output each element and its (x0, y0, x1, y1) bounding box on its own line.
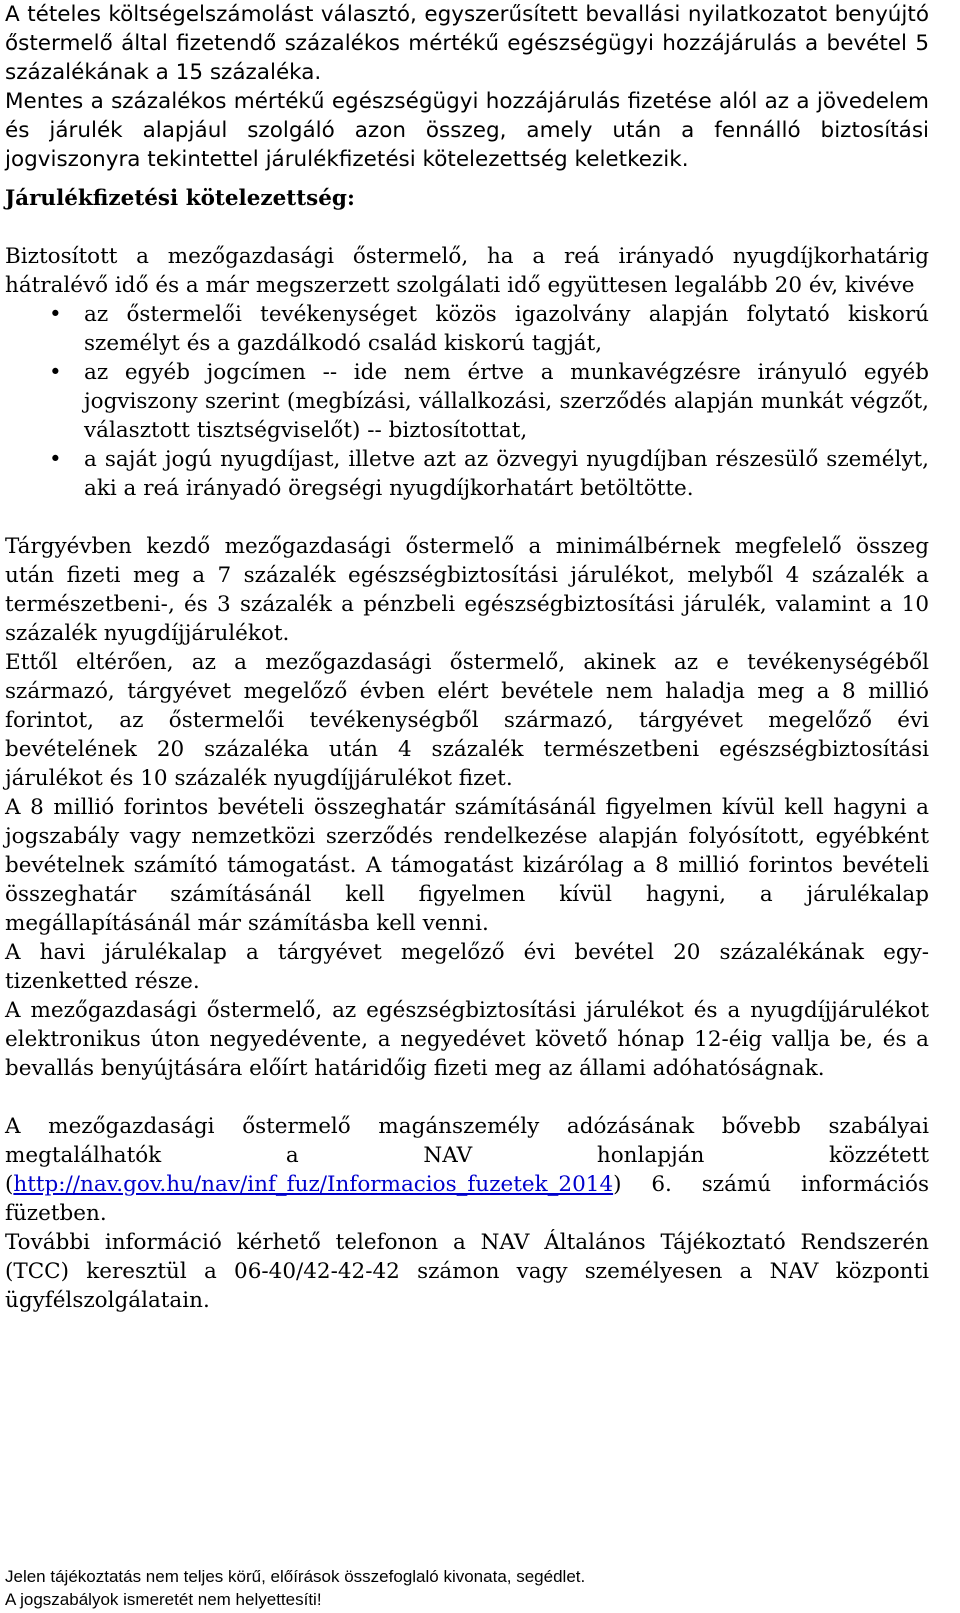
list-item-text: a saját jogú nyugdíjast, illetve azt az özvegyi nyugdíjban részesülő személyt, aki a reá irányadó öregségi nyugdíjkorhatárt betöltötte. (84, 447, 929, 501)
bullet-icon: • (49, 447, 62, 472)
spacer (5, 503, 929, 532)
nav-info-link[interactable]: http://nav.gov.hu/nav/inf_fuz/Informacios_fuzetek_2014 (13, 1172, 614, 1197)
intro-paragraph-1: A tételes költségelszámolást választó, egyszerűsített bevallási nyilatkozatot benyújtó őstermelő által fizetendő százalékos mértékű egészségügyi hozzájárulás a bevétel 5 százalékának a 15 százaléka. (5, 2, 929, 85)
footer-line-2: A jogszabályok ismeretét nem helyettesíti! (5, 1590, 322, 1609)
document-page (5, 0, 929, 1315)
info-paragraph-2: További információ kérhető telefonon a NAV Általános Tájékoztató Rendszerén (TCC) keresztül a 06-40/42-42-42 számon vagy személyesen a NAV központi ügyfélszolgálatain. (5, 1230, 929, 1313)
info-text-before-link: A mezőgazdasági őstermelő magánszemély adózásának bővebb szabályai megtalálhatók a NAV honlapján közzétett ( (5, 1114, 929, 1197)
spacer (5, 1083, 929, 1112)
list-item (5, 445, 929, 503)
body-paragraph-5: A mezőgazdasági őstermelő, az egészségbiztosítási járulékot és a nyugdíjjárulékot elektronikus úton negyedévente, a negyedévet követő hónap 12-éig vallja be, és a bevallás benyújtására előírt határidőig fizeti meg az állami adóhatóságnak. (5, 998, 929, 1081)
footer-disclaimer (5, 1565, 929, 1611)
section-heading: Járulékfizetési kötelezettség: (5, 186, 355, 211)
spacer (5, 213, 929, 242)
info-paragraph-1 (5, 1112, 929, 1228)
body-paragraph-2: Ettől eltérően, az a mezőgazdasági őstermelő, akinek az e tevékenységéből származó, tárgyévet megelőző évben elért bevétele nem haladja meg a 8 millió forintot, az őstermelői tevékenységből származó, tárgyévet megelőző évi bevételének 20 százaléka után 4 százalék természetbeni egészségbiztosítási járulékot és 10 százalék nyugdíjjárulékot fizet. (5, 650, 929, 791)
footer-line-1: Jelen tájékoztatás nem teljes körű, előírások összefoglaló kivonata, segédlet. (5, 1567, 586, 1586)
bullet-icon: • (49, 360, 62, 385)
exception-list (5, 300, 929, 503)
intro-paragraph-2: Mentes a százalékos mértékű egészségügyi hozzájárulás fizetése alól az a jövedelem és járulék alapjául szolgáló azon összeg, amely után a fennálló biztosítási jogviszonyra tekintettel járulékfizetési kötelezettség keletkezik. (5, 89, 929, 172)
bullet-icon: • (49, 302, 62, 327)
body-paragraph-1: Tárgyévben kezdő mezőgazdasági őstermelő a minimálbérnek megfelelő összeg után fizeti meg a 7 százalék egészségbiztosítási járulékot, melyből 4 százalék a természetbeni-, és 3 százalék a pénzbeli egészségbiztosítási járulék, valamint a 10 százalék nyugdíjjárulékot. (5, 534, 929, 646)
list-item-text: az egyéb jogcímen -- ide nem értve a munkavégzésre irányuló egyéb jogviszony szerint (megbízási, vállalkozási, szerződés alapján munkát végzőt, választott tisztségviselőt) -- biztosítottat, (84, 360, 929, 443)
body-paragraph-4: A havi járulékalap a tárgyévet megelőző évi bevétel 20 százalékának egy-tizenketted része. (5, 940, 929, 994)
body-paragraph-3: A 8 millió forintos bevételi összeghatár számításánál figyelmen kívül kell hagyni a jogszabály vagy nemzetközi szerződés rendelkezése alapján folyósított, egyébként bevételnek számító támogatást. A támogatást kizárólag a 8 millió forintos bevételi összeghatár számításánál kell figyelmen kívül hagyni, a járulékalap megállapításánál már számításba kell venni. (5, 795, 929, 936)
list-item (5, 300, 929, 358)
list-item-text: az őstermelői tevékenységet közös igazolvány alapján folytató kiskorú személyt és a gazdálkodó család kiskorú tagját, (84, 302, 929, 356)
info-text-after-link: ) 6. számú információs füzetben. (5, 1172, 929, 1226)
list-item (5, 358, 929, 445)
section-lead-paragraph: Biztosított a mezőgazdasági őstermelő, ha a reá irányadó nyugdíjkorhatárig hátralévő idő és a már megszerzett szolgálati idő együttesen legalább 20 év, kivéve (5, 244, 929, 298)
